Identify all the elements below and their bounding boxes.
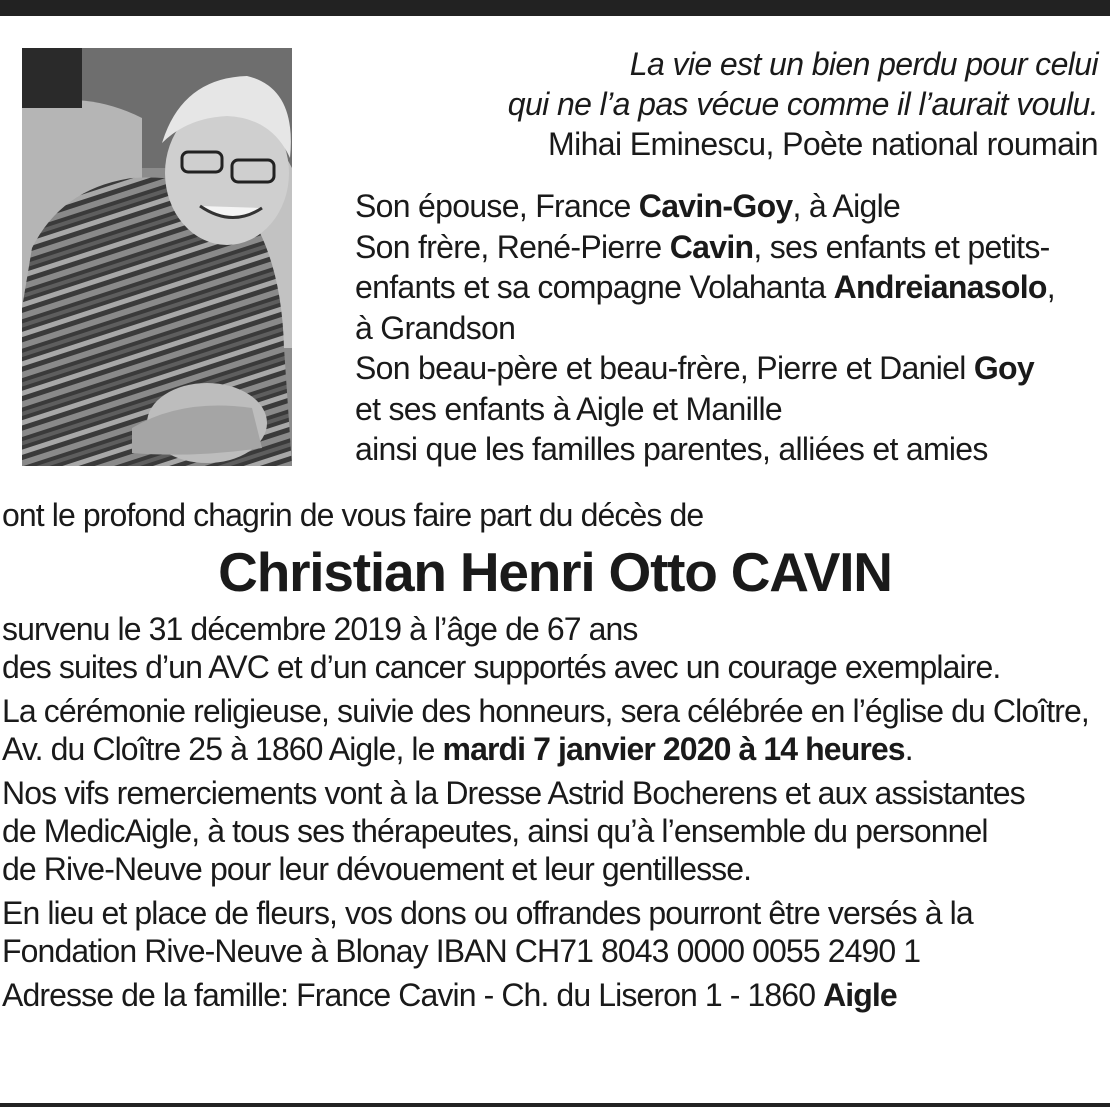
family-text: , à Aigle (792, 188, 901, 224)
ceremony-date: mardi 7 janvier 2020 à 14 heures (442, 731, 905, 767)
family-text: Son beau-père et beau-frère, Pierre et Daniel (355, 350, 974, 386)
family-line (355, 348, 1105, 389)
portrait-photo (22, 48, 292, 466)
family-surname: Cavin-Goy (638, 188, 793, 224)
family-text: , (1046, 269, 1055, 305)
donations-line: Fondation Rive-Neuve à Blonay IBAN CH71 8043 0000 0055 2490 1 (2, 933, 921, 969)
family-surname: Goy (973, 350, 1034, 386)
thanks-line: de Rive-Neuve pour leur dévouement et leur gentillesse. (2, 851, 752, 887)
family-text: enfants et sa compagne Volahanta (355, 269, 834, 305)
deceased-name: Christian Henri Otto CAVIN (218, 541, 892, 603)
family-text: Son épouse, France (355, 188, 639, 224)
epigraph-quote (378, 44, 1098, 164)
donations-line: En lieu et place de fleurs, vos dons ou offrandes pourront être versés à la (2, 895, 973, 931)
quote-line: qui ne l’a pas vécue comme il l’aurait voulu. (507, 86, 1098, 122)
ceremony-text: . (904, 731, 913, 767)
family-line: à Grandson (355, 309, 516, 346)
family-text: Son frère, René-Pierre (355, 228, 670, 265)
thanks-line: de MedicAigle, à tous ses thérapeutes, ainsi qu’à l’ensemble du personnel (2, 813, 988, 849)
death-line: survenu le 31 décembre 2019 à l’âge de 67 ans (2, 611, 638, 647)
address-city: Aigle (823, 977, 897, 1013)
quote-line: La vie est un bien perdu pour celui (629, 46, 1098, 82)
family-line: et ses enfants à Aigle et Manille (355, 390, 782, 427)
family-address (2, 976, 1108, 1014)
family-text: , ses enfants et petits- (753, 228, 1050, 265)
death-line: des suites d’un AVC et d’un cancer supportés avec un courage exemplaire. (2, 649, 1001, 685)
bottom-rule (0, 1103, 1110, 1107)
family-surname: Andreianasolo (833, 269, 1047, 305)
family-line (355, 227, 1105, 268)
notice-body (2, 496, 1108, 1014)
top-rule (0, 0, 1110, 16)
ceremony-line: La cérémonie religieuse, suivie des honneurs, sera célébrée en l’église du Cloître, (2, 693, 1089, 729)
quote-author: Mihai Eminescu, Poète national roumain (548, 126, 1098, 162)
thanks-line: Nos vifs remerciements vont à la Dresse Astrid Bocherens et aux assistantes (2, 775, 1025, 811)
ceremony-text: Av. du Cloître 25 à 1860 Aigle, le (2, 731, 443, 767)
family-line: ainsi que les familles parentes, alliées et amies (355, 431, 988, 467)
address-text: Adresse de la famille: France Cavin - Ch. du Liseron 1 - 1860 (2, 977, 824, 1013)
family-surname: Cavin (669, 228, 754, 265)
family-line (355, 186, 1105, 227)
family-line (355, 267, 1105, 308)
announcement-text: ont le profond chagrin de vous faire part du décès de (2, 497, 704, 533)
family-list (355, 186, 1105, 470)
ceremony-line (2, 730, 1108, 768)
